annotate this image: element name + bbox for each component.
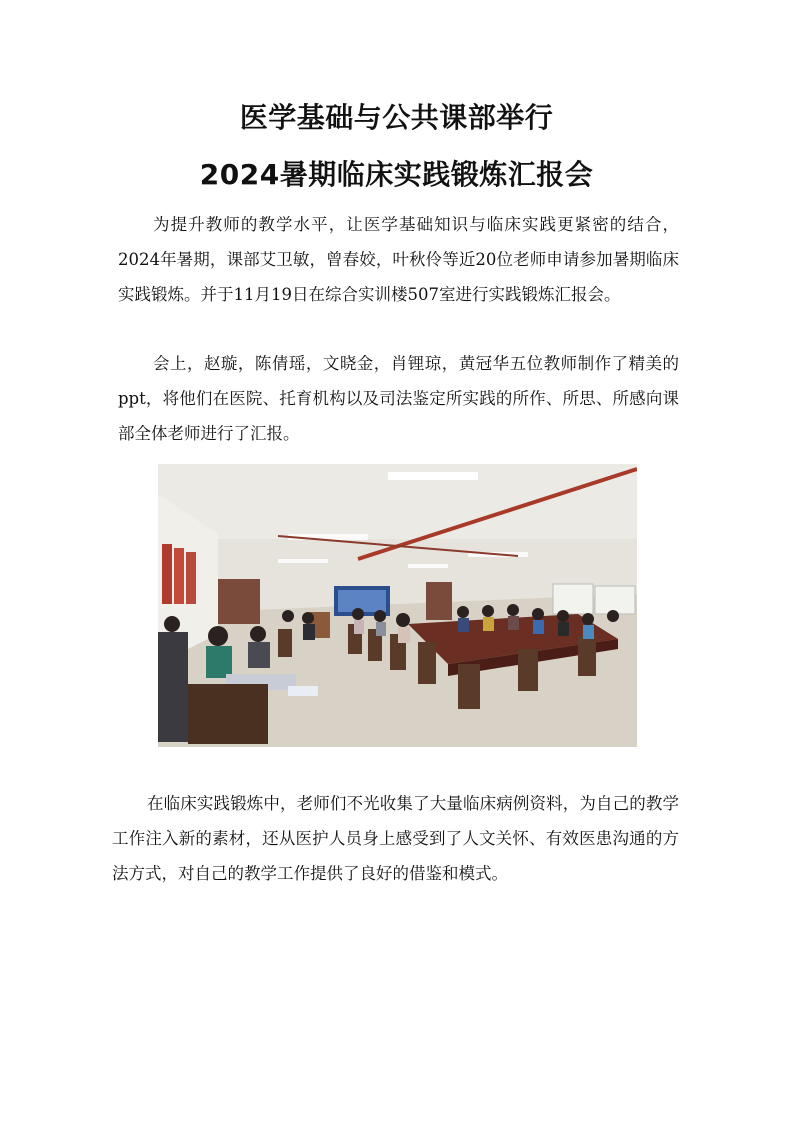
meeting-room-photo [158,464,637,747]
paragraph-summary: 在临床实践锻炼中，老师们不光收集了大量临床病例资料，为自己的教学工作注入新的素材，还从医护人员身上感受到了人文关怀、有效医患沟通的方法方式，对自己的教学工作提供了良好的借鉴和模式。 [112,794,679,883]
paragraph-meeting: 会上，赵璇，陈倩瑶，文晓金，肖锂琼，黄冠华五位教师制作了精美的ppt，将他们在医院、托育机构以及司法鉴定所实践的所作、所思、所感向课部全体老师进行了汇报。 [118,354,679,443]
title-line-2: 2024暑期临床实践锻炼汇报会 [199,158,594,191]
meeting-room-illustration [158,464,637,747]
title-line-1: 医学基础与公共课部举行 [239,101,554,134]
paragraph-intro: 为提升教师的教学水平，让医学基础知识与临床实践更紧密的结合，2024年暑期，课部艾卫敏，曾春姣，叶秋伶等近20位老师申请参加暑期临床实践锻炼。并于11月19日在综合实训楼507室进行实践锻炼汇报会。 [118,215,679,304]
